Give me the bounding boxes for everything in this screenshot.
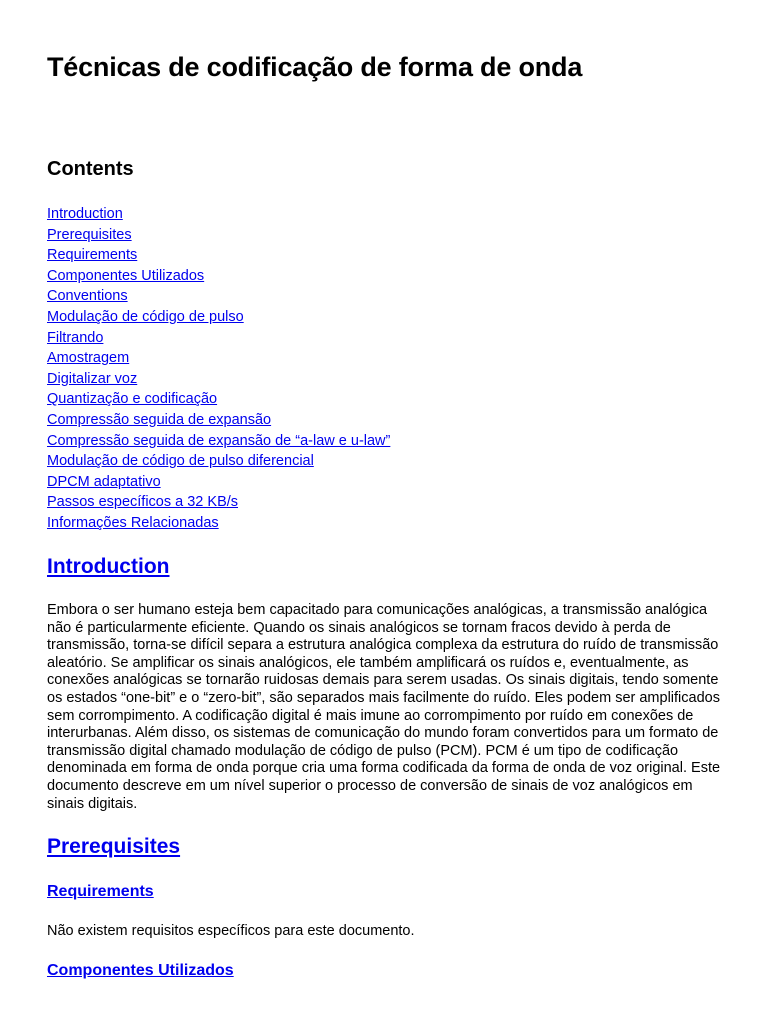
toc-item <box>47 389 390 410</box>
toc-item <box>47 328 390 349</box>
componentes-utilizados-heading-link[interactable]: Componentes Utilizados <box>47 962 234 979</box>
toc-link-amostragem[interactable]: Amostragem <box>47 350 130 367</box>
toc-item <box>47 245 390 266</box>
table-of-contents <box>47 204 390 534</box>
introduction-heading-link[interactable]: Introduction <box>47 555 170 578</box>
contents-heading: Contents <box>47 158 134 180</box>
toc-item <box>47 451 390 472</box>
toc-link-conventions[interactable]: Conventions <box>47 288 128 305</box>
toc-item <box>47 286 390 307</box>
toc-item <box>47 369 390 390</box>
toc-link-compressao-alaw-ulaw[interactable]: Compressão seguida de expansão de “a-law e u-law” <box>47 432 391 449</box>
toc-link-modulacao-pulso[interactable]: Modulação de código de pulso <box>47 308 244 325</box>
toc-item <box>47 204 390 225</box>
prerequisites-heading-link[interactable]: Prerequisites <box>47 835 181 858</box>
toc-item <box>47 266 390 287</box>
toc-item <box>47 513 390 534</box>
toc-link-introduction[interactable]: Introduction <box>47 206 123 222</box>
requirements-body: Não existem requisitos específicos para este documento. <box>47 923 415 939</box>
requirements-heading-link[interactable]: Requirements <box>47 883 154 900</box>
toc-item <box>47 348 390 369</box>
introduction-heading <box>47 555 169 579</box>
prerequisites-heading <box>47 835 180 859</box>
introduction-body: Embora o ser humano esteja bem capacitado para comunicações analógicas, a transmissão analógica não é particularmente eficiente. Quando os sinais analógicos se tornam fracos devido à perda de transmissão, torna-se difícil separa a estrutura analógica complexa da estrutura do ruído de transmissão aleatório. Se amplificar os sinais analógicos, ele também amplificará os ruídos e, eventualmente, as conexões analógicas se tornarão ruidosas demais para serem usadas. Os sinais digitais, tendo somente os estados “one-bit” e o “zero-bit”, são separados mais facilmente do ruído. Eles podem ser amplificados sem corrompimento. A codificação digital é mais imune ao corrompimento por ruído em conexões de interurbanas. Além disso, os sistemas de comunicação do mundo foram convertidos para um formato de transmissão digital chamado modulação de código de pulso (PCM). PCM é um tipo de codificação denominada em forma de onda porque cria uma forma codificada da forma de onda de voz original. Este documento descreve em um nível superior o processo de conversão de sinais de voz analógicos em sinais digitais. <box>47 602 721 812</box>
requirements-heading <box>47 883 154 901</box>
toc-item <box>47 472 390 493</box>
toc-item <box>47 492 390 513</box>
toc-link-compressao[interactable]: Compressão seguida de expansão <box>47 411 272 428</box>
componentes-utilizados-heading <box>47 962 234 980</box>
toc-link-componentes-utilizados[interactable]: Componentes Utilizados <box>47 267 205 284</box>
toc-item <box>47 307 390 328</box>
toc-link-dpcm-adaptativo[interactable]: DPCM adaptativo <box>47 473 161 490</box>
toc-link-requirements[interactable]: Requirements <box>47 247 138 264</box>
toc-link-prerequisites[interactable]: Prerequisites <box>47 226 132 243</box>
toc-item <box>47 225 390 246</box>
toc-item <box>47 431 390 452</box>
toc-link-quantizacao[interactable]: Quantização e codificação <box>47 391 218 408</box>
toc-link-informacoes-relacionadas[interactable]: Informações Relacionadas <box>47 514 219 531</box>
toc-link-modulacao-diferencial[interactable]: Modulação de código de pulso diferencial <box>47 453 314 470</box>
toc-link-digitalizar-voz[interactable]: Digitalizar voz <box>47 370 138 387</box>
toc-link-passos-32kbs[interactable]: Passos específicos a 32 KB/s <box>47 494 239 511</box>
page-title: Técnicas de codificação de forma de onda <box>47 52 583 82</box>
toc-link-filtrando[interactable]: Filtrando <box>47 329 104 346</box>
toc-item <box>47 410 390 431</box>
